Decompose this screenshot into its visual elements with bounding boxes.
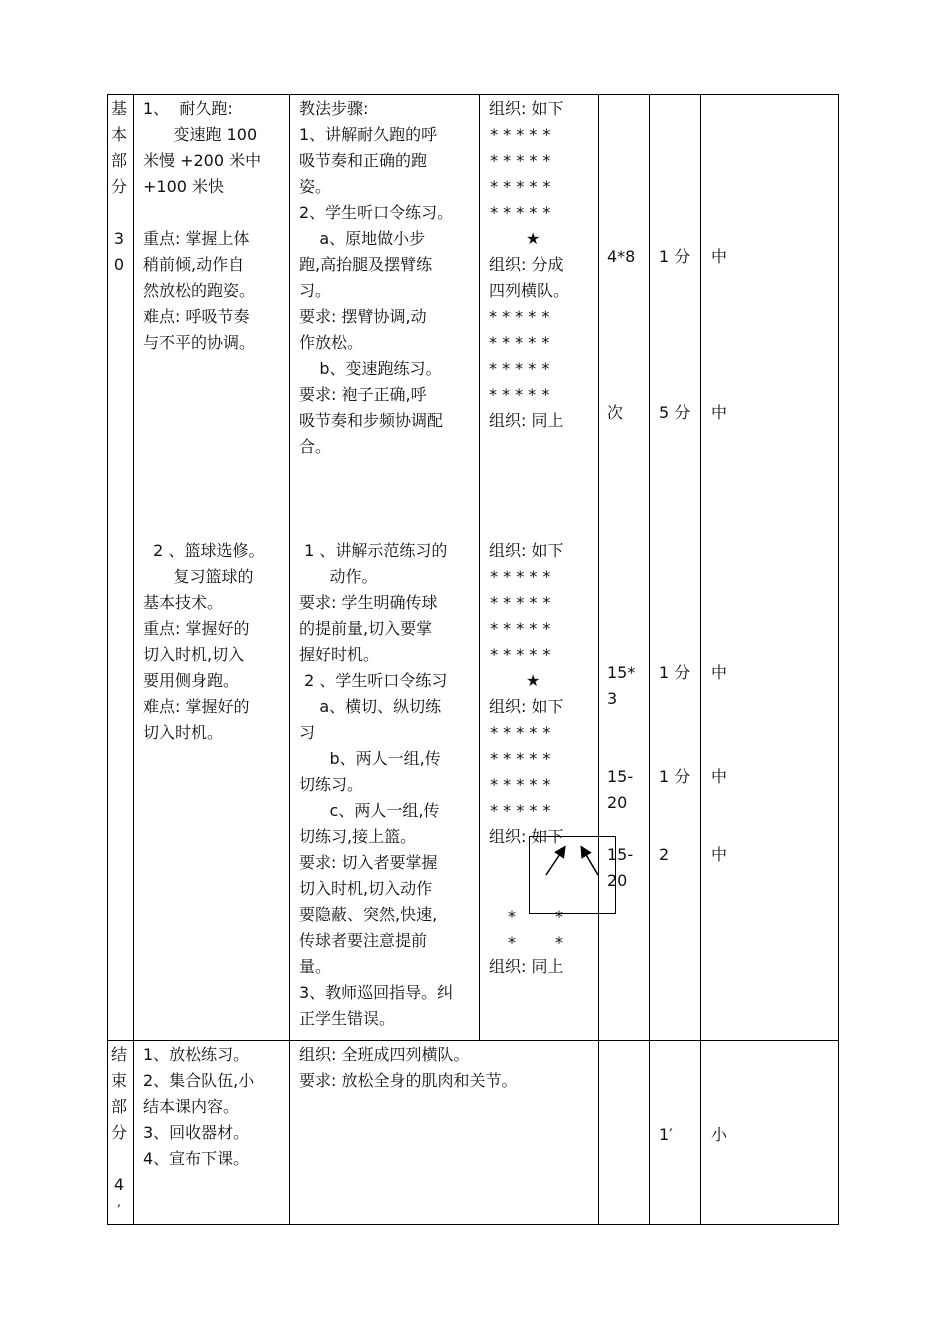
formation-row: * * * * *	[489, 359, 550, 378]
content-line: 2、集合队伍,小	[143, 1071, 255, 1090]
organization-label: 组织: 同上	[489, 957, 564, 976]
section-label-end: 结 束 部 分 4 ′	[110, 1045, 127, 1220]
formation-row: * * * * *	[485, 177, 551, 196]
method-line: 切练习,接上篮。	[299, 827, 417, 846]
time-value: 5 分	[659, 403, 691, 422]
method-line: 要求: 放松全身的肌肉和关节。	[299, 1071, 518, 1090]
formation-row: * * * * *	[489, 333, 550, 352]
key-point: 重点: 掌握上体	[143, 229, 250, 248]
content-line: 1、 耐久跑:	[143, 99, 233, 118]
content-line: 然放松的跑姿。	[143, 281, 256, 300]
method-line: 吸节奏和步频协调配	[299, 411, 444, 430]
teacher-star-icon: ★	[526, 671, 541, 690]
method-line: 要求: 袍子正确,呼	[299, 385, 427, 404]
difficulty-point: 难点: 呼吸节奏	[143, 307, 250, 326]
content-line: 复习篮球的	[143, 567, 254, 586]
player-star: *	[555, 907, 563, 926]
method-line: 跑,高抬腿及摆臂练	[299, 255, 433, 274]
method-line: 量。	[299, 957, 332, 976]
method-line: 切入时机,切入动作	[299, 879, 433, 898]
content-line: 切入时机,切入	[143, 645, 245, 664]
formation-row: * * * * *	[485, 151, 551, 170]
method-line: 组织: 全班成四列横队。	[299, 1045, 470, 1064]
organization-label: 组织: 分成	[489, 255, 564, 274]
organization-label: 组织: 如下	[489, 541, 564, 560]
method-line: 传球者要注意提前	[299, 931, 428, 950]
formation-row: * * * * *	[485, 567, 551, 586]
method-line: a、原地做小步	[299, 229, 426, 248]
content-line: 3、回收器材。	[143, 1123, 250, 1142]
intensity-value: 中	[711, 845, 728, 864]
method-line: 动作。	[299, 567, 378, 586]
formation-row: * * * * *	[485, 749, 551, 768]
method-line: 1、讲解耐久跑的呼	[299, 125, 438, 144]
repetition-value: 20	[607, 793, 628, 812]
formation-row: * * * * *	[485, 593, 551, 612]
method-line: b、两人一组,传	[299, 749, 441, 768]
method-line: 1 、讲解示范练习的	[299, 541, 448, 560]
intensity-value: 中	[711, 403, 728, 422]
content-line: 2 、篮球选修。	[143, 541, 265, 560]
method-line: 作放松。	[299, 333, 364, 352]
method-line: 切练习。	[299, 775, 364, 794]
repetition-value: 4*8	[607, 247, 636, 266]
method-line: 姿。	[299, 177, 332, 196]
player-star: *	[508, 907, 516, 926]
method-line: 3、教师巡回指导。纠	[299, 983, 454, 1002]
content-line: 米慢 +200 米中	[143, 151, 262, 170]
formation-row: * * * * *	[489, 307, 550, 326]
method-line: 要求: 摆臂协调,动	[299, 307, 427, 326]
method-line: c、两人一组,传	[299, 801, 440, 820]
method-line: 正学生错误。	[299, 1009, 396, 1028]
organization-label: 组织: 如下	[489, 827, 564, 846]
method-line: 教法步骤:	[299, 99, 369, 118]
repetition-value: 15-	[607, 845, 634, 864]
player-star: *	[555, 933, 563, 952]
method-line: a、横切、纵切练	[299, 697, 442, 716]
method-line: 2 、学生听口令练习	[299, 671, 448, 690]
organization-label: 组织: 如下	[489, 99, 564, 118]
intensity-value: 中	[711, 663, 728, 682]
time-value: 1′	[659, 1125, 673, 1144]
formation-row: * * * * *	[489, 385, 550, 404]
difficulty-point: 难点: 掌握好的	[143, 697, 250, 716]
key-point: 重点: 掌握好的	[143, 619, 250, 638]
method-line: 吸节奏和正确的跑	[299, 151, 428, 170]
method-line: 握好时机。	[299, 645, 380, 664]
content-line: 与不平的协调。	[143, 333, 256, 352]
time-value: 1 分	[659, 247, 691, 266]
section-label-basic: 基 本 部 分 3 0	[110, 99, 127, 274]
intensity-value: 中	[711, 247, 728, 266]
time-value: 1 分	[659, 663, 691, 682]
arrow-icon	[546, 848, 564, 875]
repetition-value: 20	[607, 871, 628, 890]
repetition-value: 次	[607, 403, 624, 422]
time-value: 2	[659, 845, 670, 864]
formation-row: * * * * *	[485, 125, 551, 144]
content-line: 要用侧身跑。	[143, 671, 240, 690]
method-line: 习。	[299, 281, 332, 300]
content-line: 变速跑 100	[143, 125, 258, 144]
content-line: 结本课内容。	[143, 1097, 240, 1116]
formation-row: * * * * *	[485, 775, 551, 794]
organization-label: 四列横队。	[489, 281, 570, 300]
method-line: 的提前量,切入要掌	[299, 619, 433, 638]
content-line: 基本技术。	[143, 593, 224, 612]
repetition-value: 15-	[607, 767, 634, 786]
teacher-star-icon: ★	[526, 229, 541, 248]
intensity-value: 中	[711, 767, 728, 786]
method-line: 要隐蔽、突然,快速,	[299, 905, 438, 924]
repetition-value: 3	[607, 689, 618, 708]
content-line: 4、宣布下课。	[143, 1149, 250, 1168]
arrow-icon	[582, 848, 598, 875]
organization-label: 组织: 如下	[489, 697, 564, 716]
content-line: 切入时机。	[143, 723, 224, 742]
repetition-value: 15*	[607, 663, 636, 682]
formation-row: * * * * *	[485, 723, 551, 742]
content-line: +100 米快	[143, 177, 225, 196]
intensity-value: 小	[711, 1125, 728, 1144]
time-value: 1 分	[659, 767, 691, 786]
method-line: b、变速跑练习。	[299, 359, 442, 378]
organization-label: 组织: 同上	[489, 411, 564, 430]
method-line: 要求: 学生明确传球	[299, 593, 438, 612]
player-star: *	[508, 933, 516, 952]
method-line: 合。	[299, 437, 332, 456]
content-line: 稍前倾,动作自	[143, 255, 245, 274]
formation-row: * * * * *	[485, 801, 551, 820]
method-line: 习	[299, 723, 316, 742]
formation-row: * * * * *	[485, 645, 551, 664]
formation-row: * * * * *	[485, 619, 551, 638]
method-line: 要求: 切入者要掌握	[299, 853, 438, 872]
formation-row: * * * * *	[485, 203, 551, 222]
content-line: 1、放松练习。	[143, 1045, 250, 1064]
method-line: 2、学生听口令练习。	[299, 203, 454, 222]
